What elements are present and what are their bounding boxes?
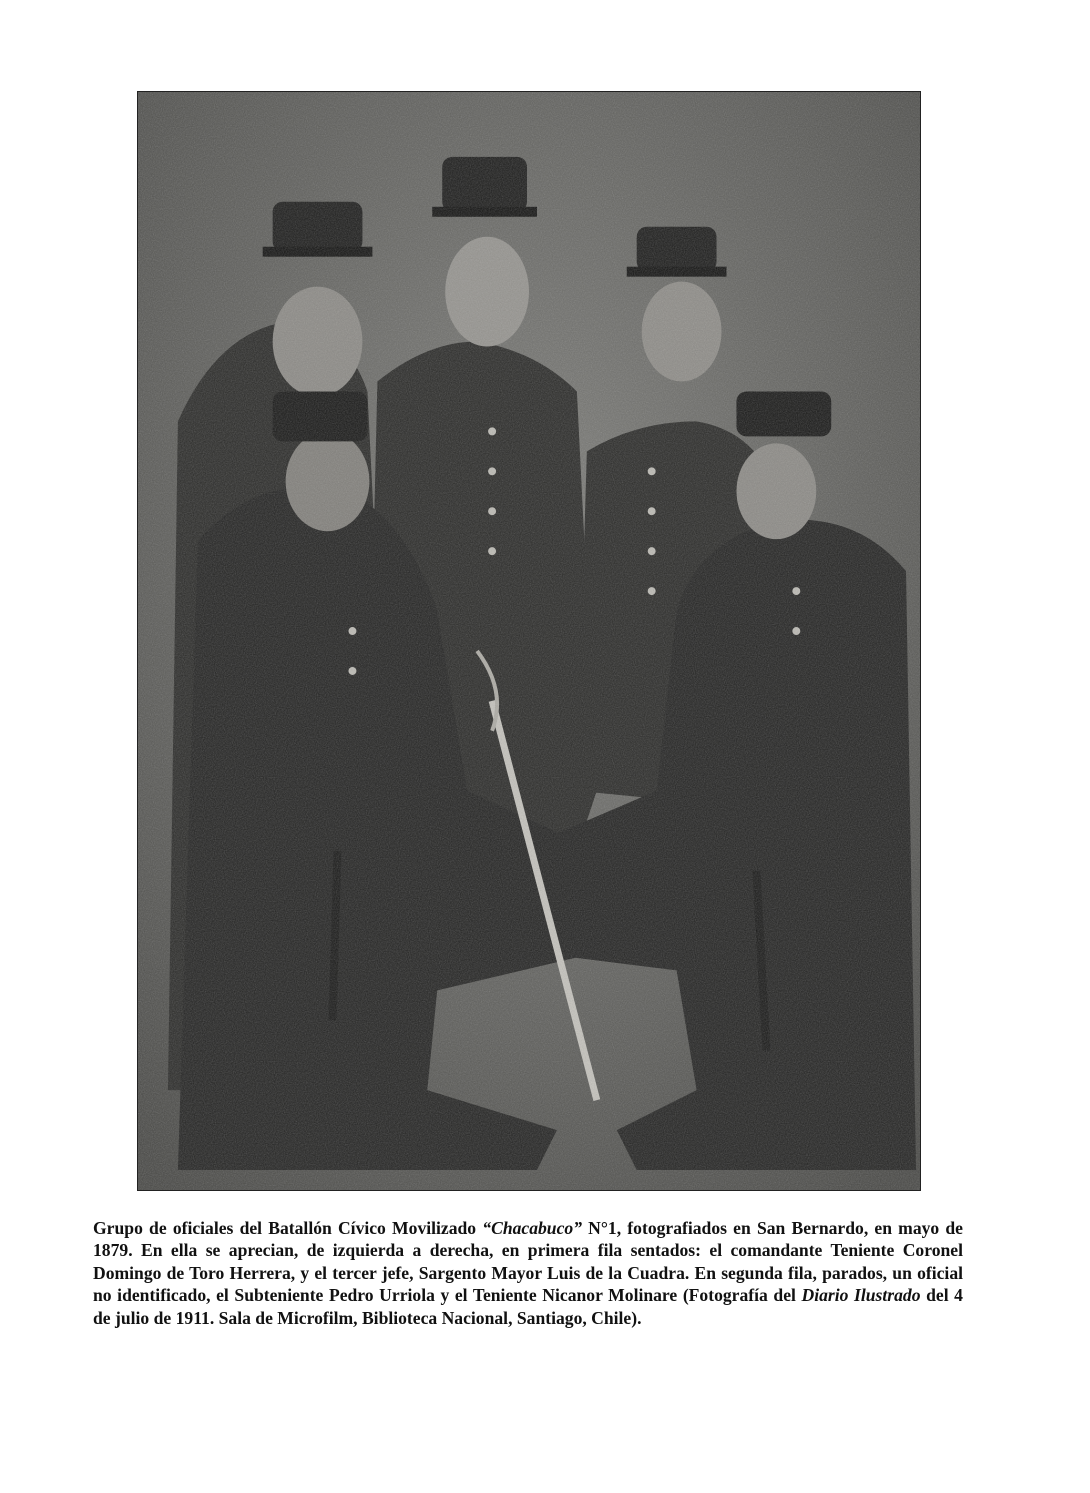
- caption-part-1: Grupo de oficiales del Batallón Cívico Movilizado: [93, 1218, 483, 1238]
- historical-photograph: [137, 91, 921, 1191]
- photo-rendering: [138, 92, 920, 1190]
- caption-part-3: del 4 de julio de 1911. Sala de Microfilm, Biblioteca Nacional, Santiago, Chile).: [93, 1285, 963, 1328]
- caption-unit-name: “Chacabuco”: [482, 1218, 582, 1238]
- photo-caption: [93, 1217, 963, 1329]
- caption-part-2: N°1, fotografiados en San Bernardo, en mayo de 1879. En ella se aprecian, de izquierda a derecha, en primera fila sentados: el comandante Teniente Coronel Domingo de Toro Herrera, y el tercer jefe, Sargento Mayor Luis de la Cuadra. En segunda fila, parados, un oficial no identificado, el Subteniente Pedro Urriola y el Teniente Nicanor Molinare (Fotografía del: [93, 1218, 963, 1306]
- caption-newspaper: Diario Ilustrado: [801, 1285, 921, 1306]
